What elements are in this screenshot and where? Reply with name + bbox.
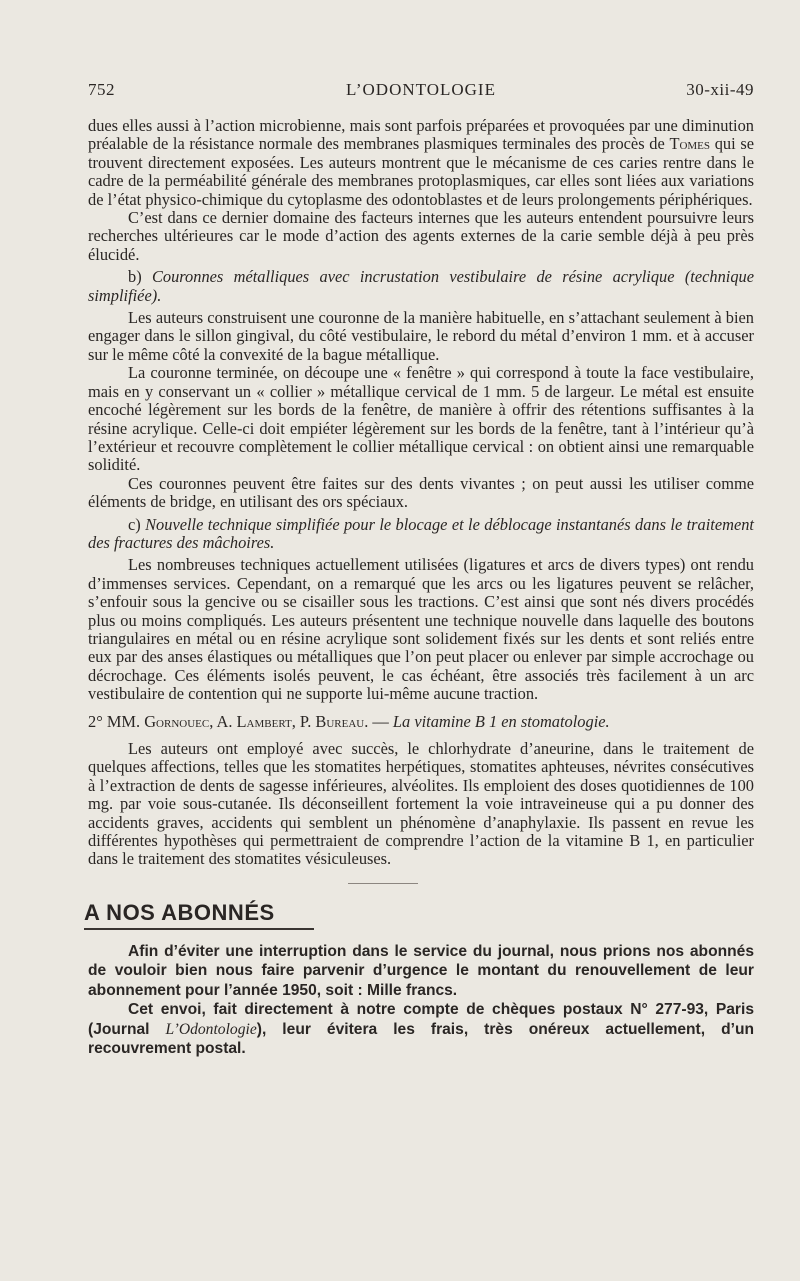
paragraph: C’est dans ce dernier domaine des facteurs internes que les auteurs entendent poursuivre leurs recherches ultérieures car le mode d’action des agents externes de la carie semble déjà à peu près élucidé. [88,208,754,264]
notice-title: A NOS ABONNÉS [84,899,275,925]
paragraph: dues elles aussi à l’action microbienne, mais sont parfois préparées et provoquées par une diminution préalable de la résistance normale des membranes plasmiques terminales des procès de Tomes qui se trouvent directement exposées. Les auteurs montrent que le mécanisme de ces caries rentre dans le cadre de la perméabilité générale des membranes protoplasmiques, car elles sont liées aux variations de l’état physico-chimique du cytoplasme des odontoblastes et de leurs prolongements périphériques. [88,116,754,209]
journal-title: L’ODONTOLOGIE [346,80,496,99]
notice-paragraph: Cet envoi, fait directement à notre compte de chèques postaux N° 277-93, Paris (Journal L’Odontologie), leur évitera les frais, très onéreux actuellement, d’un recouvrement postal. [88,1001,754,1058]
subscriber-notice [88,942,754,1059]
section-heading-c: c) Nouvelle technique simplifiée pour le blocage et le déblocage instantanés dans le traitement des fractures des mâchoires. [88,514,754,552]
paragraph: La couronne terminée, on découpe une « fenêtre » qui correspond à toute la face vestibulaire, mais en y conservant un « collier » métallique cervical de 1 mm. 5 de largeur. Le métal est ensuite encoché légèrement sur les bords de la fenêtre, de manière à offrir des rétentions suffisantes à la résine acrylique. Celle-ci doit empiéter légèrement sur les bords de la fenêtre, tant à l’intérieur qu’à l’extérieur et recouvre complètement le collier métallique cervical : on obtient ainsi une remarquable solidité. [88,363,754,475]
section-heading-b: b) Couronnes métalliques avec incrustation vestibulaire de résine acrylique (technique simplifiée). [88,267,754,305]
notice-paragraph: Afin d’éviter une interruption dans le service du journal, nous prions nos abonnés de vouloir bien nous faire parvenir d’urgence le montant du renouvellement de leur abonnement pour l’année 1950, soit : Mille francs. [88,942,754,999]
section-divider [348,883,418,884]
paragraph: Les auteurs construisent une couronne de la manière habituelle, en s’attachant seulement à bien engager dans le sillon gingival, du côté vestibulaire, le rebord du métal d’environ 1 mm. et à accuser sur le même côté la convexité de la bague métallique. [88,308,754,364]
article-body [84,116,754,1059]
paragraph: Les auteurs ont employé avec succès, le chlorhydrate d’aneurine, dans le traitement de quelques affections, telles que les stomatites herpétiques, stomatites aphteuses, névrites consécutives à l’extraction de dents de sagesse inférieures, alvéolites. Ils emploient des doses quotidiennes de 100 mg. par voie sous-cutanée. Ils déconseillent fortement la voie intraveineuse qui a pu donner des accidents graves, accidents qui semblent un phénomène d’anaphylaxie. Ils passent en revue les différentes hypothèses qui permettraient de comprendre l’action de la vitamine B 1, en particulier dans le traitement des stomatites vésiculeuses. [88,739,754,869]
paragraph: Ces couronnes peuvent être faites sur des dents vivantes ; on peut aussi les utiliser comme éléments de bridge, en utilisant des ors spéciaux. [88,473,754,512]
notice-title-underline [84,928,314,930]
page-number: 752 [88,80,115,99]
paragraph: Les nombreuses techniques actuellement utilisées (ligatures et arcs de divers types) ont rendu d’immenses services. Cependant, on a remarqué que les arcs ou les ligatures peuvent se relâcher, s’enfouir sous la gencive ou se cisailler sous les tractions. C’est ainsi que sont nés divers procédés plus ou moins compliqués. Les auteurs présentent une technique nouvelle dans laquelle des boutons triangulaires en métal ou en résine acrylique sont solidement fixés sur les dents et sont reliés entre eux par des anses élastiques ou métalliques que l’on peut placer ou enlever par simple accrochage ou décrochage. Ces éléments isolés peuvent, le cas échéant, être associés très facilement à un arc vestibulaire de contention qui ne supporte lui-même aucune traction. [88,555,754,704]
reference-heading: 2° MM. Gornouec, A. Lambert, P. Bureau. — La vitamine B 1 en stomatologie. [88,711,610,731]
issue-date: 30-xii-49 [686,80,754,99]
